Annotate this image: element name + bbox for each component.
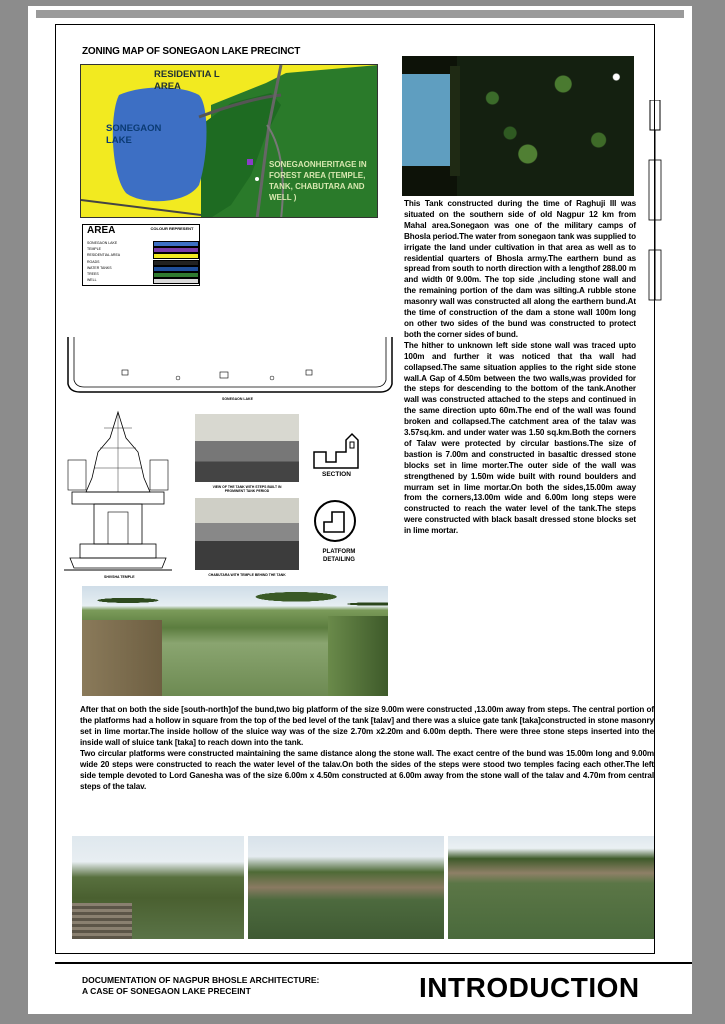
legend-swatch (153, 266, 199, 272)
lake-panorama-photo (82, 586, 388, 696)
lake-water (402, 74, 450, 166)
bw-photo-chabutara (195, 498, 299, 570)
legend-col2-header: COLOUR REPRESENT (150, 226, 194, 231)
bw-photo-caption: CHABUTARA WITH TEMPLE BEHIND THE TANK (208, 573, 286, 577)
paragraph: The hither to unknown left side stone wall was traced upto 100m and further it was noticed that tha wall had collapsed.The same situation applies to the right side stone wall.A Gap of 4.50m between the two walls,was provided for the steps for descending to the bottom of the tank.Another wall was constructed attached to the steps and continued in the same direction upto 60m.The end of the wall was found broken and collapsed.The catchment area of the talav was 3.57sq.km. and under water was 1.50 sq.km.Both the corners of Talav were protected by circular bastions.The size of bastion is 7.00m and constructed in basaltic dressed stone blocks set in lime morter.The outer side of the wall was strengthened by 1.50m wide built with round boulders and murram set in lime mortar.On both the sides,15.00m away from the corners,13.00m wide and 6.00m long steps were constructed to reach the water level of the tank.The steps were constructed with black basalt dressed stone blocks set in lime mortar. (404, 340, 636, 536)
stone-wall (82, 620, 162, 696)
vegetation-area (457, 56, 634, 196)
legend-row (87, 241, 195, 247)
legend-title: AREA (87, 225, 116, 236)
residential-area-label: RESIDENTIA L AREA (154, 69, 220, 92)
sheet-title: INTRODUCTION (419, 972, 640, 1003)
section-label: SECTION (322, 471, 351, 478)
lake-photo-steps (72, 836, 244, 939)
legend-swatch (153, 247, 199, 253)
temple-elevation-drawing (64, 408, 172, 583)
lake-bank (450, 66, 460, 176)
legend-row (87, 278, 195, 284)
legend-label: WATER TANKS (87, 265, 112, 270)
bund-plan-drawing (60, 292, 400, 404)
legend-swatch (153, 241, 199, 247)
legend-label: TEMPLE (87, 247, 102, 252)
plan-caption: SONEGAON LAKE (222, 397, 253, 401)
zoning-map-title: ZONING MAP OF SONEGAON LAKE PRECINCT (82, 46, 301, 57)
legend-label: SONEGAON LAKE (87, 241, 118, 245)
legend-swatch (153, 278, 199, 284)
legend-label: ROADS (87, 259, 100, 264)
bank-vegetation (328, 616, 388, 696)
lake-label: SONEGAON LAKE (106, 123, 162, 146)
legend-row (87, 272, 195, 278)
platform-label: PLATFORM DETAILING (322, 549, 356, 563)
edge-elevation-strip (646, 100, 664, 310)
bw-photo-caption: VIEW OF THE TANK WITH STEPS BUILT IN PROMINENT TANK PERIOD (212, 485, 282, 493)
right-column-text (404, 199, 636, 537)
title-block-project (82, 975, 382, 997)
paragraph: This Tank constructed during the time of Raghuji III was situated on the southern side of old Nagpur 12 km from Mahal area.Sonegaon was one of the military camps of Bhosla period.The water from sonegaon tank was supplied to irrigate the land under cultivation in that area as well as to residential quarters of Bhosla army.The earthern bund as spread from south to north direction with a lengthof 288.00 m and width 0f 9.00m. The top side ,including stone wall and the remaining portion of the dam was silting.A rubble stone masonry wall was constructed all along the earthern bund.At the time of construction of the dam a stone wall 100m long on other two sides of the bund was constructed to protect both the corner sides of bund. (404, 199, 636, 339)
legend-label: WELL (87, 278, 97, 283)
title-block-divider (55, 962, 692, 964)
project-title-line2: A CASE OF SONEGAON LAKE PRECEINT (82, 986, 251, 996)
legend-row (87, 247, 195, 253)
project-title-line1: DOCUMENTATION OF NAGPUR BHOSLE ARCHITECTURE: (82, 975, 320, 985)
platform-detailing-icon (312, 498, 358, 544)
zoning-map (80, 64, 378, 218)
legend-row (87, 260, 195, 266)
legend-swatch (153, 272, 199, 278)
paragraph: Two circular platforms were constructed maintaining the same distance along the stone wall. The exact centre of the bund was 15.00m long and 9.00m wide 20 steps were constructed to reach the water level of the talav.On both the sides of the steps were stood two temples facing each other.The left side temple devoted to Lord Ganesha was of the size 6.00m x 4.50m constructed at 6.00m away from the stone wall of the talav and 4.70m from central steps of the talav. (80, 749, 654, 791)
heritage-area-label: SONEGAONHERITAGE IN FOREST AREA (TEMPLE, TANK, CHABUTARA AND WELL ) (269, 160, 367, 202)
bw-photo-tank (195, 414, 299, 482)
legend-label: TREES (87, 272, 99, 276)
temple-caption: SHIVSHA TEMPLE (104, 575, 135, 579)
section-drawing-icon (312, 428, 360, 470)
legend-swatch (153, 253, 199, 259)
tree-canopy (82, 586, 388, 622)
paragraph: After that on both the side [south-north]of the bund,two big platform of the size 9.00m were constructed ,13.00m away from steps. The central portion of the platforms had a hollow in square from the top of the bed level of the tank [talav] and there was a sluice gate tank [taka]constructed in stone masonry set in lime mortar.The inside hollow of the sluice way was of the size 2.70m x2.20m and 6.00m depth. There were three stone steps inserted into the inside wall of sluice tank [taka] to reach down into the tank. (80, 705, 654, 747)
bottom-text (80, 704, 654, 792)
aerial-satellite-photo (402, 56, 634, 196)
lake-photo-wall (248, 836, 444, 939)
legend-row (87, 266, 195, 272)
sheet-top-band (36, 10, 684, 18)
legend-row (87, 253, 195, 259)
legend-label: RESIDENTIAL AREA (87, 253, 121, 258)
lake-photo-platform (448, 836, 654, 939)
map-legend (82, 224, 200, 286)
stone-steps (72, 903, 132, 939)
legend-swatch (153, 260, 199, 266)
